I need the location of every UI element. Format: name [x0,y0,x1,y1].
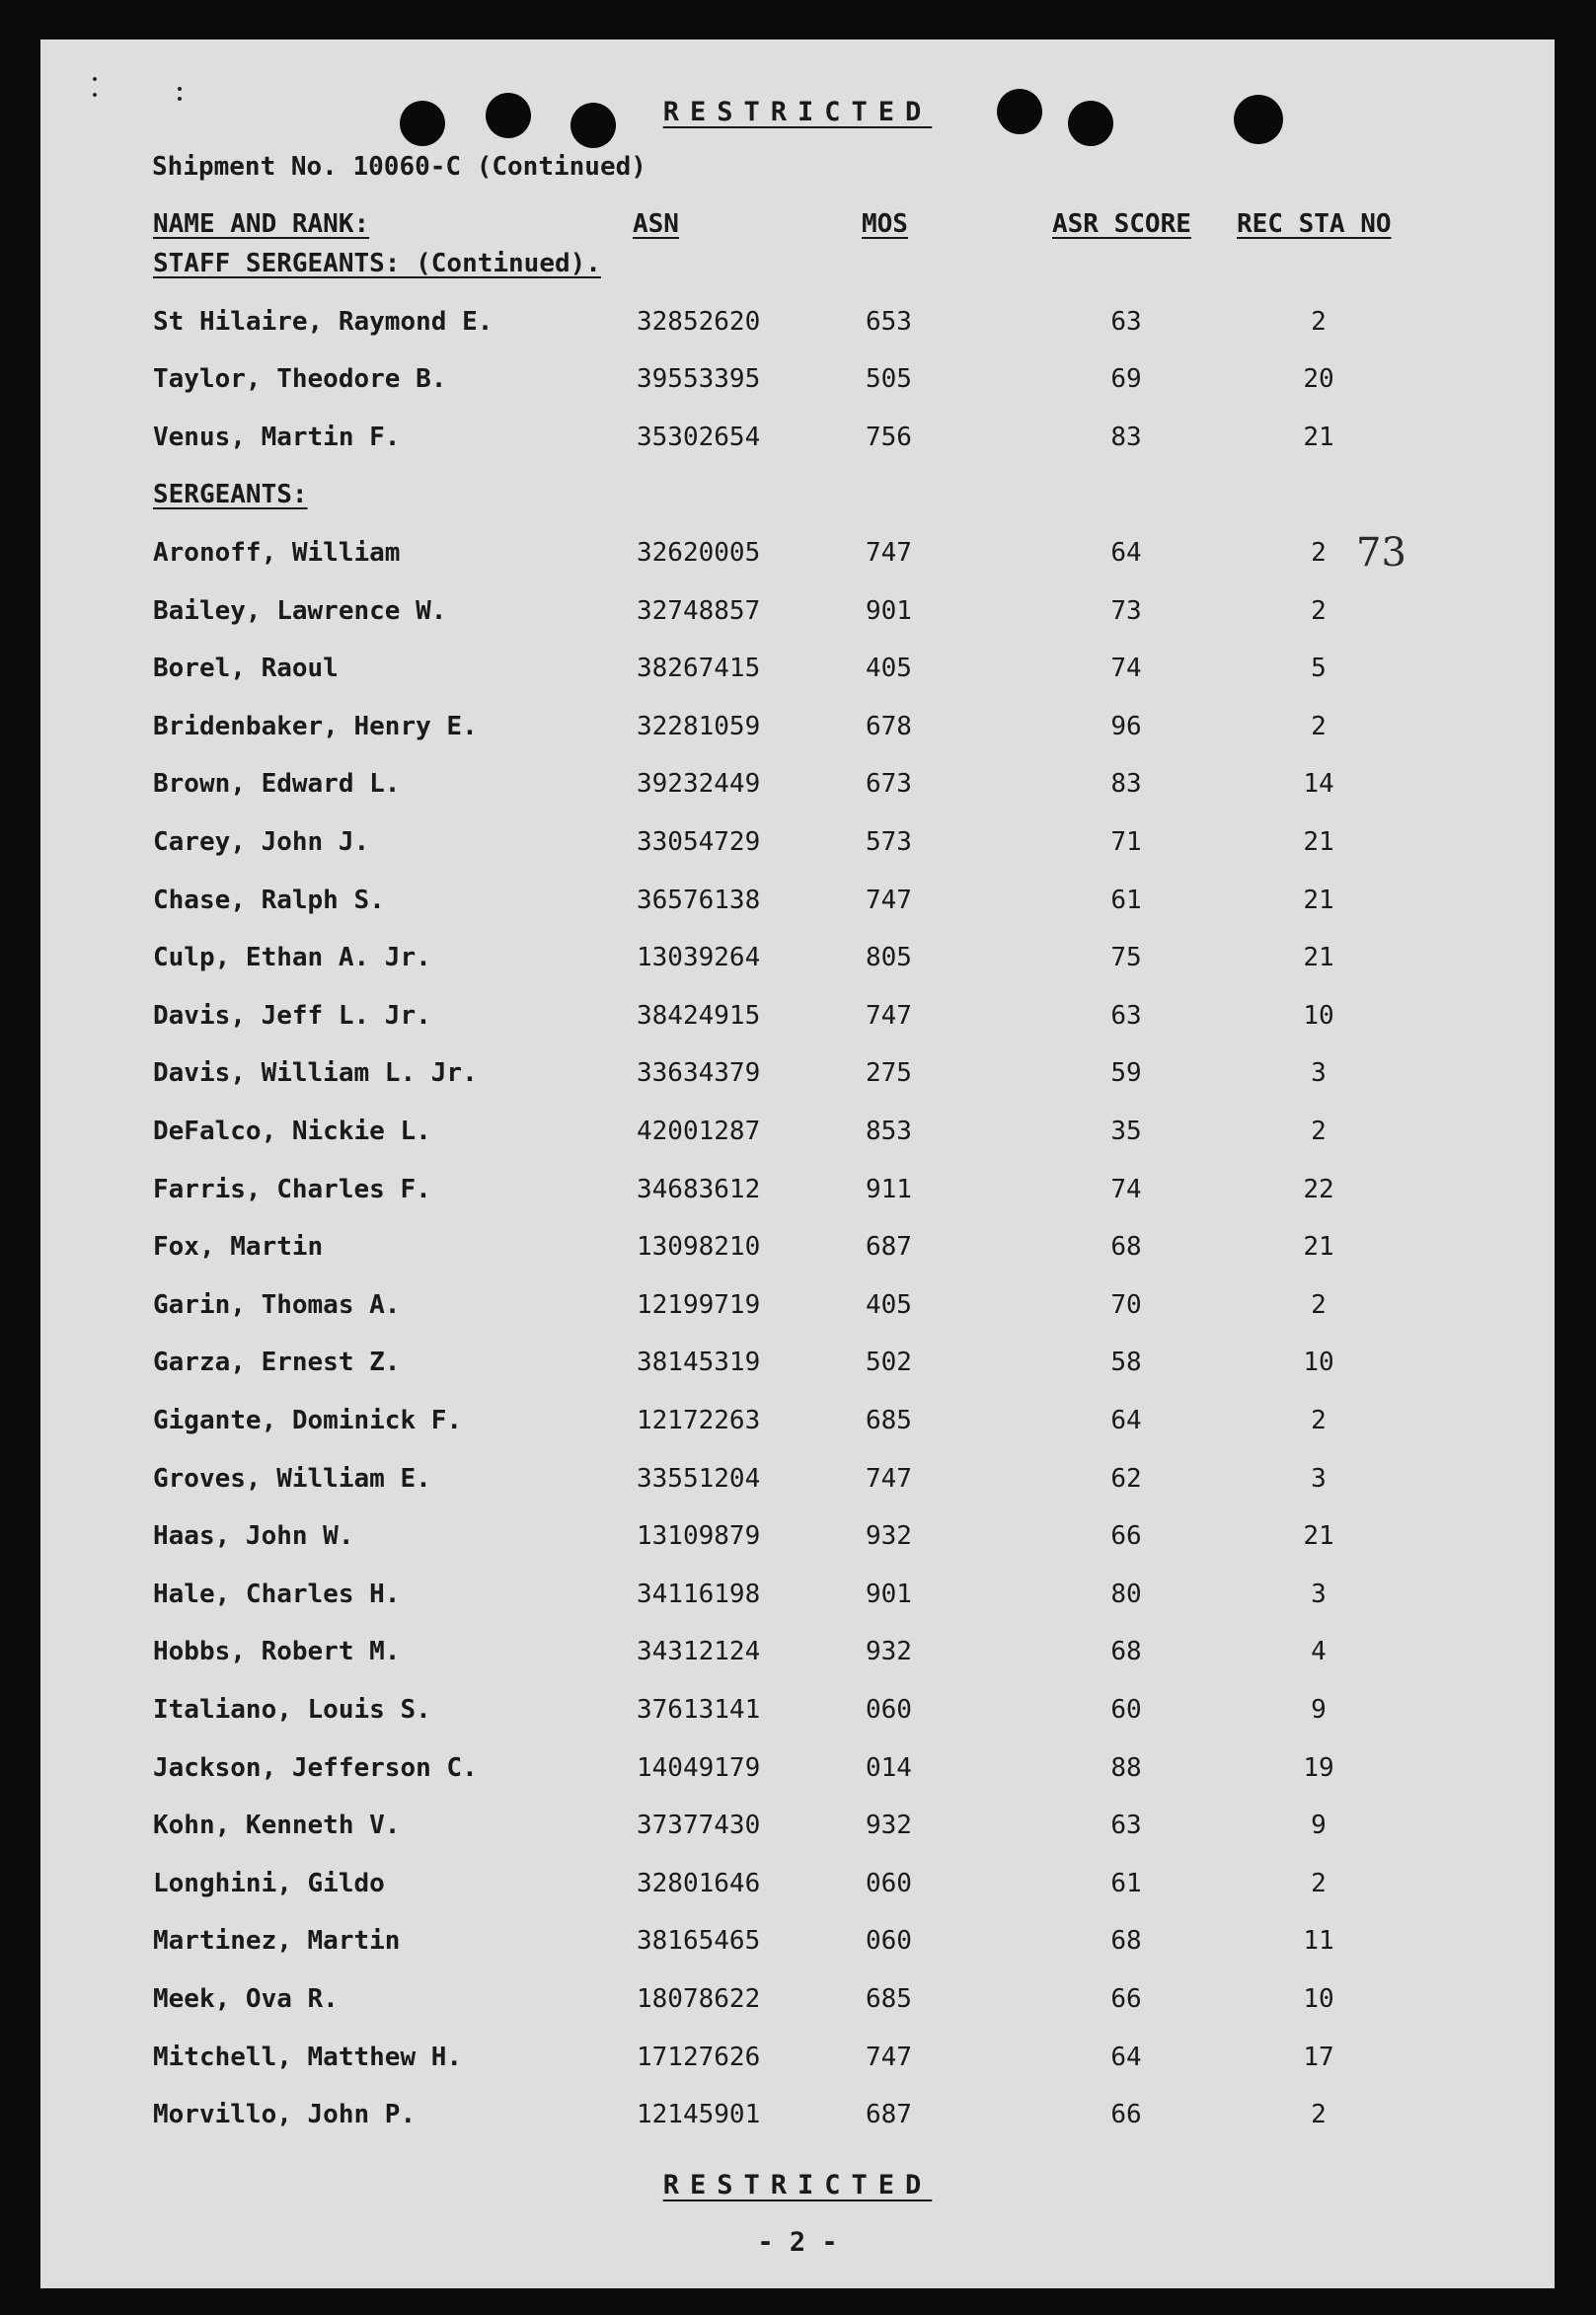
cell-asr: 62 [1110,1464,1142,1494]
table-row [40,1926,1555,1966]
cell-rec: 2 [1311,712,1327,741]
cell-asr: 71 [1110,827,1142,857]
cell-name: Hale, Charles H. [153,1580,401,1609]
cell-mos: 405 [866,1290,912,1320]
cell-asr: 74 [1110,1175,1142,1204]
table-row [40,1521,1555,1561]
table-row [40,1811,1555,1850]
cell-mos: 805 [866,943,912,972]
cell-mos: 901 [866,1580,912,1609]
cell-rec: 17 [1303,2043,1334,2072]
cell-asr: 63 [1110,1001,1142,1031]
cell-asr: 61 [1110,1869,1142,1898]
column-header-asn: ASN [633,209,679,239]
cell-asn: 13098210 [637,1232,761,1262]
section-heading: STAFF SERGEANTS: (Continued). [153,249,601,278]
cell-rec: 2 [1311,1290,1327,1320]
cell-asr: 64 [1110,538,1142,568]
cell-asr: 64 [1110,2043,1142,2072]
cell-rec: 21 [1303,827,1334,857]
cell-mos: 505 [866,364,912,394]
cell-rec: 10 [1303,1001,1334,1031]
table-row [40,596,1555,636]
table-row [40,1117,1555,1156]
cell-asr: 83 [1110,769,1142,799]
cell-name: Davis, Jeff L. Jr. [153,1001,431,1031]
cell-rec: 5 [1311,654,1327,683]
cell-name: Longhini, Gildo [153,1869,385,1898]
cell-name: Hobbs, Robert M. [153,1637,401,1666]
cell-name: Farris, Charles F. [153,1175,431,1204]
cell-mos: 014 [866,1753,912,1783]
cell-asn: 14049179 [637,1753,761,1783]
cell-asr: 68 [1110,1637,1142,1666]
cell-asr: 69 [1110,364,1142,394]
cell-asr: 60 [1110,1695,1142,1725]
cell-rec: 21 [1303,943,1334,972]
cell-mos: 502 [866,1348,912,1377]
cell-mos: 573 [866,827,912,857]
table-row [40,712,1555,751]
cell-mos: 853 [866,1117,912,1146]
cell-asn: 17127626 [637,2043,761,2072]
section-heading: SERGEANTS: [153,480,308,509]
cell-rec: 2 [1311,307,1327,337]
table-row [40,943,1555,982]
cell-asr: 66 [1110,1521,1142,1551]
cell-asn: 32852620 [637,307,761,337]
cell-rec: 2 [1311,1406,1327,1435]
cell-rec: 21 [1303,886,1334,915]
column-header-rec-sta-no: REC STA NO [1237,209,1392,239]
column-header-name: NAME AND RANK: [153,209,370,239]
cell-mos: 060 [866,1869,912,1898]
cell-name: Meek, Ova R. [153,1984,339,2014]
table-row [40,1637,1555,1676]
table-row [40,364,1555,404]
cell-name: Culp, Ethan A. Jr. [153,943,431,972]
cell-mos: 685 [866,1984,912,2014]
cell-mos: 901 [866,596,912,626]
cell-asn: 12172263 [637,1406,761,1435]
table-row [40,2043,1555,2082]
cell-asr: 73 [1110,596,1142,626]
cell-asr: 75 [1110,943,1142,972]
cell-name: Bridenbaker, Henry E. [153,712,478,741]
cell-mos: 747 [866,1464,912,1494]
shipment-number: Shipment No. 10060-C (Continued) [152,152,646,182]
cell-mos: 932 [866,1521,912,1551]
cell-rec: 2 [1311,538,1327,568]
cell-mos: 932 [866,1811,912,1840]
table-row [40,1232,1555,1272]
table-row [40,2100,1555,2139]
cell-rec: 22 [1303,1175,1334,1204]
cell-asn: 34116198 [637,1580,761,1609]
table-row [40,538,1555,578]
cell-asr: 58 [1110,1348,1142,1377]
cell-mos: 687 [866,2100,912,2129]
cell-rec: 21 [1303,423,1334,452]
table-row [40,1580,1555,1619]
table-row [40,1695,1555,1735]
cell-rec: 2 [1311,1117,1327,1146]
cell-name: Carey, John J. [153,827,370,857]
table-row [40,423,1555,462]
cell-mos: 911 [866,1175,912,1204]
cell-asn: 38165465 [637,1926,761,1956]
cell-rec: 2 [1311,1869,1327,1898]
cell-rec: 3 [1311,1464,1327,1494]
cell-name: Garin, Thomas A. [153,1290,401,1320]
column-header-asr-score: ASR SCORE [1052,209,1191,239]
cell-asr: 96 [1110,712,1142,741]
cell-asn: 33054729 [637,827,761,857]
cell-rec: 3 [1311,1580,1327,1609]
cell-name: Jackson, Jefferson C. [153,1753,478,1783]
cell-mos: 678 [866,712,912,741]
cell-rec: 4 [1311,1637,1327,1666]
cell-asn: 38267415 [637,654,761,683]
table-row [40,1984,1555,2024]
cell-asn: 32801646 [637,1869,761,1898]
cell-mos: 685 [866,1406,912,1435]
cell-rec: 20 [1303,364,1334,394]
table-row [40,1464,1555,1504]
table-row [40,769,1555,809]
table-row [40,1175,1555,1214]
cell-asr: 88 [1110,1753,1142,1783]
cell-asr: 68 [1110,1926,1142,1956]
cell-name: Groves, William E. [153,1464,431,1494]
cell-name: St Hilaire, Raymond E. [153,307,494,337]
cell-name: Garza, Ernest Z. [153,1348,401,1377]
cell-name: Taylor, Theodore B. [153,364,447,394]
cell-asn: 37377430 [637,1811,761,1840]
cell-asn: 37613141 [637,1695,761,1725]
cell-mos: 747 [866,1001,912,1031]
cell-rec: 9 [1311,1695,1327,1725]
cell-asr: 63 [1110,307,1142,337]
cell-asn: 33634379 [637,1058,761,1088]
cell-asr: 61 [1110,886,1142,915]
table-row [40,1001,1555,1041]
cell-name: DeFalco, Nickie L. [153,1117,431,1146]
cell-asr: 66 [1110,2100,1142,2129]
page-number: - 2 - [757,2227,838,2258]
cell-name: Davis, William L. Jr. [153,1058,478,1088]
cell-asr: 70 [1110,1290,1142,1320]
table-row [40,886,1555,925]
cell-rec: 14 [1303,769,1334,799]
cell-asn: 13039264 [637,943,761,972]
cell-name: Bailey, Lawrence W. [153,596,447,626]
cell-asr: 83 [1110,423,1142,452]
table-row [40,1869,1555,1908]
cell-mos: 687 [866,1232,912,1262]
cell-asr: 68 [1110,1232,1142,1262]
cell-asn: 12145901 [637,2100,761,2129]
cell-mos: 653 [866,307,912,337]
cell-name: Venus, Martin F. [153,423,401,452]
marginal-note: 73 [1356,530,1406,576]
cell-rec: 2 [1311,2100,1327,2129]
cell-mos: 747 [866,886,912,915]
cell-name: Brown, Edward L. [153,769,401,799]
cell-asn: 35302654 [637,423,761,452]
table-row [40,1290,1555,1330]
cell-name: Haas, John W. [153,1521,354,1551]
cell-rec: 10 [1303,1348,1334,1377]
cell-asn: 32748857 [637,596,761,626]
cell-asr: 64 [1110,1406,1142,1435]
table-row [40,827,1555,867]
cell-asn: 34683612 [637,1175,761,1204]
restricted-footer: RESTRICTED [662,2170,933,2200]
table-row [40,1348,1555,1387]
cell-rec: 3 [1311,1058,1327,1088]
cell-rec: 2 [1311,596,1327,626]
cell-name: Mitchell, Matthew H. [153,2043,463,2072]
cell-mos: 060 [866,1926,912,1956]
cell-name: Morvillo, John P. [153,2100,417,2129]
cell-rec: 19 [1303,1753,1334,1783]
cell-asn: 32281059 [637,712,761,741]
cell-mos: 747 [866,2043,912,2072]
cell-name: Borel, Raoul [153,654,339,683]
cell-name: Aronoff, William [153,538,401,568]
cell-rec: 10 [1303,1984,1334,2014]
table-row [40,1058,1555,1098]
cell-rec: 9 [1311,1811,1327,1840]
cell-mos: 932 [866,1637,912,1666]
cell-asr: 66 [1110,1984,1142,2014]
table-row [40,1753,1555,1793]
cell-asn: 34312124 [637,1637,761,1666]
table-row [40,654,1555,693]
cell-asn: 36576138 [637,886,761,915]
cell-asn: 13109879 [637,1521,761,1551]
cell-asn: 42001287 [637,1117,761,1146]
cell-asn: 38145319 [637,1348,761,1377]
cell-mos: 756 [866,423,912,452]
cell-rec: 21 [1303,1232,1334,1262]
cell-name: Kohn, Kenneth V. [153,1811,401,1840]
cell-asr: 35 [1110,1117,1142,1146]
specks [178,87,182,91]
column-header-mos: MOS [862,209,908,239]
restricted-header: RESTRICTED [662,97,933,127]
cell-asr: 74 [1110,654,1142,683]
document-page [40,39,1555,2288]
cell-name: Chase, Ralph S. [153,886,385,915]
cell-asr: 59 [1110,1058,1142,1088]
table-row [40,1406,1555,1445]
cell-rec: 11 [1303,1926,1334,1956]
cell-rec: 21 [1303,1521,1334,1551]
cell-mos: 747 [866,538,912,568]
specks [93,77,97,81]
cell-asn: 39232449 [637,769,761,799]
cell-mos: 673 [866,769,912,799]
cell-name: Gigante, Dominick F. [153,1406,463,1435]
cell-asn: 39553395 [637,364,761,394]
cell-asr: 63 [1110,1811,1142,1840]
cell-asn: 32620005 [637,538,761,568]
cell-mos: 060 [866,1695,912,1725]
cell-name: Italiano, Louis S. [153,1695,431,1725]
cell-name: Fox, Martin [153,1232,324,1262]
cell-mos: 275 [866,1058,912,1088]
cell-asn: 12199719 [637,1290,761,1320]
cell-name: Martinez, Martin [153,1926,401,1956]
cell-asn: 33551204 [637,1464,761,1494]
cell-asr: 80 [1110,1580,1142,1609]
cell-asn: 18078622 [637,1984,761,2014]
cell-asn: 38424915 [637,1001,761,1031]
table-row [40,307,1555,347]
cell-mos: 405 [866,654,912,683]
